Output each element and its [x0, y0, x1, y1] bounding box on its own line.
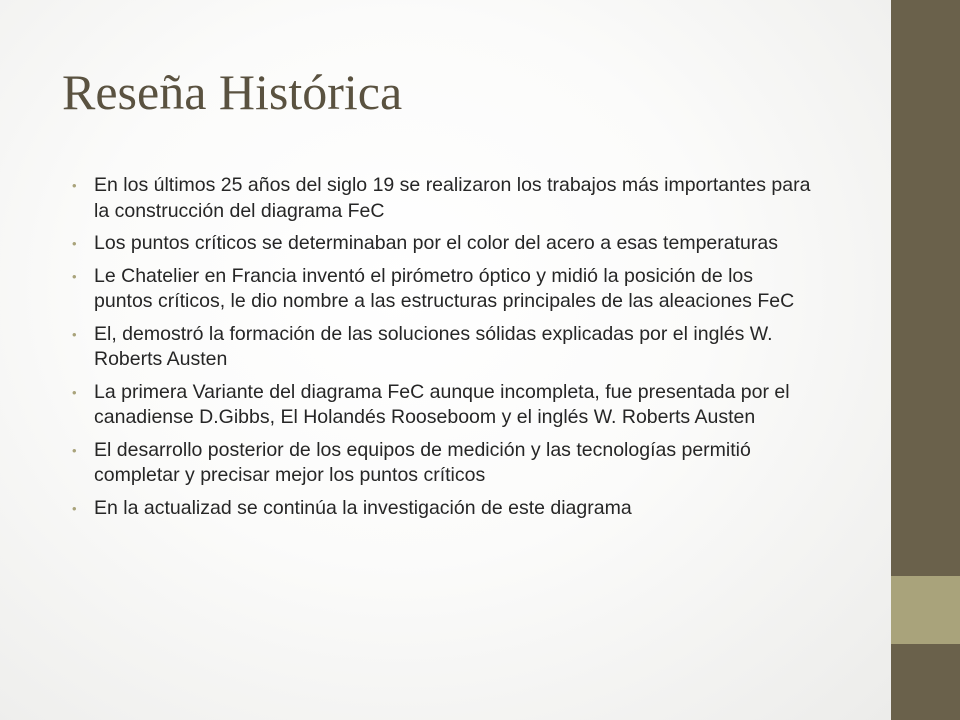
- bullet-item: [72, 231, 812, 257]
- bullet-item: [72, 264, 812, 315]
- bullet-text: En la actualizad se continúa la investigación de este diagrama: [94, 496, 632, 519]
- bullet-marker-icon: •: [72, 442, 77, 458]
- bullet-text: La primera Variante del diagrama FeC aunque incompleta, fue presentada por el canadiense D.Gibbs, El Holandés Rooseboom y el inglés W. Roberts Austen: [94, 380, 790, 428]
- side-accent-block: [891, 576, 960, 644]
- bullet-marker-icon: •: [72, 500, 77, 516]
- bullet-item: [72, 438, 812, 489]
- bullet-text: En los últimos 25 años del siglo 19 se realizaron los trabajos más importantes para la construcción del diagrama FeC: [94, 174, 811, 222]
- slide-title: Reseña Histórica: [62, 64, 403, 120]
- bullet-marker-icon: •: [72, 326, 77, 342]
- bullet-marker-icon: •: [72, 236, 77, 251]
- bullet-text: El, demostró la formación de las soluciones sólidas explicadas por el inglés W. Roberts Austen: [94, 322, 773, 370]
- bullet-marker-icon: •: [72, 384, 77, 400]
- bullet-text: Los puntos críticos se determinaban por el color del acero a esas temperaturas: [94, 232, 778, 254]
- bullet-item: [72, 380, 812, 431]
- bullet-marker-icon: •: [72, 268, 77, 284]
- bullet-item: [72, 322, 812, 373]
- bullet-marker-icon: •: [72, 178, 77, 193]
- bullet-item: [72, 496, 812, 522]
- bullet-list: [72, 173, 812, 528]
- bullet-text: El desarrollo posterior de los equipos de medición y las tecnologías permitió completar y precisar mejor los puntos críticos: [94, 438, 751, 486]
- bullet-item: [72, 173, 812, 224]
- bullet-text: Le Chatelier en Francia inventó el pirómetro óptico y midió la posición de los puntos críticos, le dio nombre a las estructuras principales de las aleaciones FeC: [94, 264, 795, 312]
